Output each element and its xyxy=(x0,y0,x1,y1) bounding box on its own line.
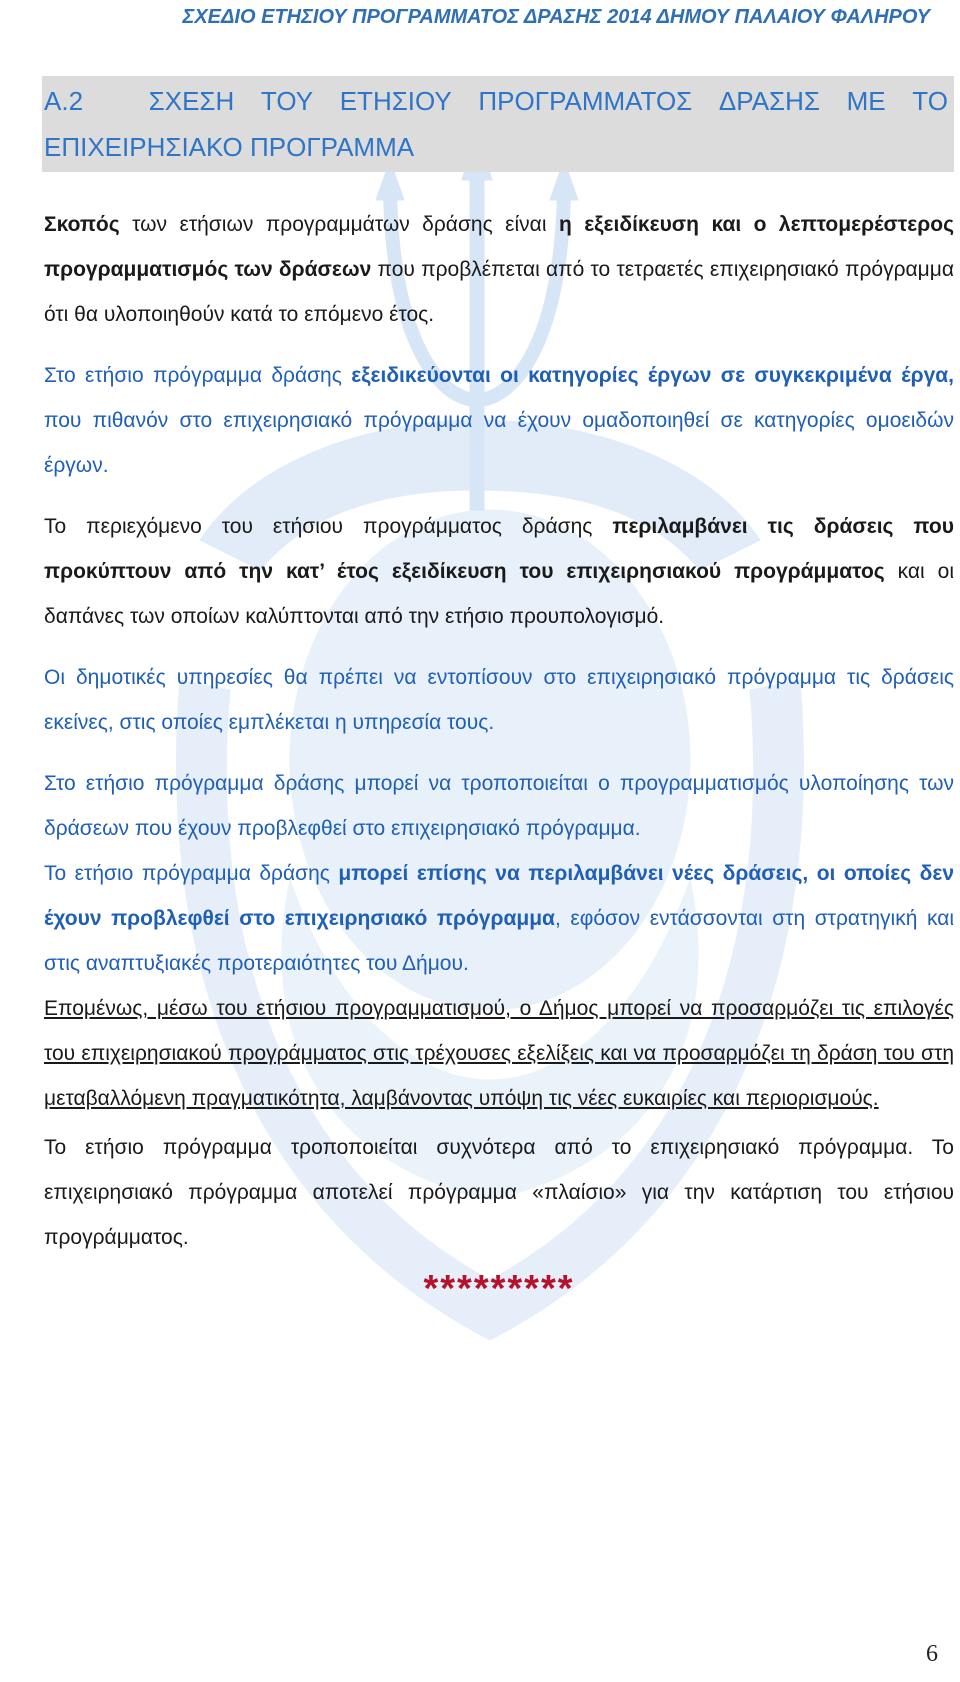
section-heading-line-2: ΕΠΙΧΕΙΡΗΣΙΑΚΟ ΠΡΟΓΡΑΜΜΑ xyxy=(44,132,415,162)
end-separator: ********* xyxy=(423,1268,575,1310)
text-run: Το περιεχόμενο του ετήσιου προγράμματος δράσης xyxy=(44,515,613,538)
text-run: Στο ετήσιο πρόγραμμα δράσης xyxy=(44,364,352,387)
text-run: Το ετήσιο πρόγραμμα δράσης xyxy=(44,862,339,885)
paragraph-p3 xyxy=(44,504,954,639)
heading-word: ΜΕ xyxy=(846,86,886,116)
text-run: Οι δημοτικές υπηρεσίες θα πρέπει να εντοπίσουν στο επιχειρησιακό πρόγραμμα τις δράσεις εκείνες, στις οποίες εμπλέκεται η υπηρεσία τους. xyxy=(44,666,954,734)
heading-word: ΤΟ xyxy=(912,86,948,116)
paragraph-p4 xyxy=(44,655,954,745)
text-run: των ετήσιων προγραμμάτων δράσης είναι xyxy=(119,213,559,236)
paragraph-p5 xyxy=(44,761,954,851)
heading-word: ΔΡΑΣΗΣ xyxy=(718,86,820,116)
heading-word: ΕΤΗΣΙΟΥ xyxy=(339,86,452,116)
document-body xyxy=(44,76,954,1311)
running-header: ΣΧΕΔΙΟ ΕΤΗΣΙΟΥ ΠΡΟΓΡΑΜΜΑΤΟΣ ΔΡΑΣΗΣ 2014 ΔΗΜΟΥ ΠΑΛΑΙΟΥ ΦΑΛΗΡΟΥ xyxy=(182,6,930,28)
heading-word: ΤΟΥ xyxy=(260,86,314,116)
bold-text: η εξειδίκευση και ο λεπτομερέστερος προγραμματισμός των δράσεων xyxy=(44,213,954,281)
paragraph-p2 xyxy=(44,353,954,488)
paragraph-p7 xyxy=(44,986,954,1121)
bold-text: Σκοπός xyxy=(44,213,120,236)
text-run: που προβλέπεται από το τετραετές επιχειρησιακό πρόγραμμα ότι θα υλοποιηθούν κατά το επόμενο έτος. xyxy=(44,258,954,326)
text-run: Επομένως, μέσω του ετήσιου προγραμματισμού, ο Δήμος μπορεί να προσαρμόζει τις επιλογές του επιχειρησιακού προγράμματος στις τρέχουσες εξελίξεις και να προσαρμόζει τη δράση του στη μεταβαλλόμενη πραγματικότητα, λαμβάνοντας υπόψη τις νέες ευκαιρίες και περιορισμούς. xyxy=(44,997,954,1110)
section-number: Α.2 xyxy=(44,86,84,116)
bold-text: εξειδικεύονται οι κατηγορίες έργων σε συγκεκριμένα έργα, xyxy=(351,364,954,387)
text-run: και οι δαπάνες των οποίων καλύπτονται από την ετήσιο προυπολογισμό. xyxy=(44,560,954,628)
page-number: 6 xyxy=(926,1641,938,1667)
paragraph-p6 xyxy=(44,851,954,986)
heading-word: ΠΡΟΓΡΑΜΜΑΤΟΣ xyxy=(478,86,693,116)
bold-text: μπορεί επίσης να περιλαμβάνει νέες δράσεις, οι οποίες δεν έχουν προβλεφθεί στο επιχειρησιακό πρόγραμμα xyxy=(44,862,954,930)
heading-word: ΣΧΕΣΗ xyxy=(148,86,235,116)
text-run: που πιθανόν στο επιχειρησιακό πρόγραμμα να έχουν ομαδοποιηθεί σε κατηγορίες ομοειδών έργων. xyxy=(44,409,954,477)
paragraph-p8 xyxy=(44,1125,954,1260)
text-run: , εφόσον εντάσσονται στη στρατηγική και στις αναπτυξιακές προτεραιότητες του Δήμου. xyxy=(44,907,955,975)
section-heading-line-1 xyxy=(44,78,948,124)
section-heading xyxy=(42,76,954,172)
text-run: Στο ετήσιο πρόγραμμα δράσης μπορεί να τροποποιείται ο προγραμματισμός υλοποίησης των δράσεων που έχουν προβλεφθεί στο επιχειρησιακό πρόγραμμα. xyxy=(44,772,954,840)
bold-text: περιλαμβάνει τις δράσεις που προκύπτουν από την κατ’ έτος εξειδίκευση του επιχειρησιακού προγράμματος xyxy=(44,515,954,583)
paragraph-p1 xyxy=(44,202,954,337)
text-run: Το ετήσιο πρόγραμμα τροποποιείται συχνότερα από το επιχειρησιακό πρόγραμμα. Το επιχειρησιακό πρόγραμμα αποτελεί πρόγραμμα «πλαίσιο» για την κατάρτιση του ετήσιου προγράμματος. xyxy=(44,1136,954,1249)
paragraph-list xyxy=(44,202,954,1260)
